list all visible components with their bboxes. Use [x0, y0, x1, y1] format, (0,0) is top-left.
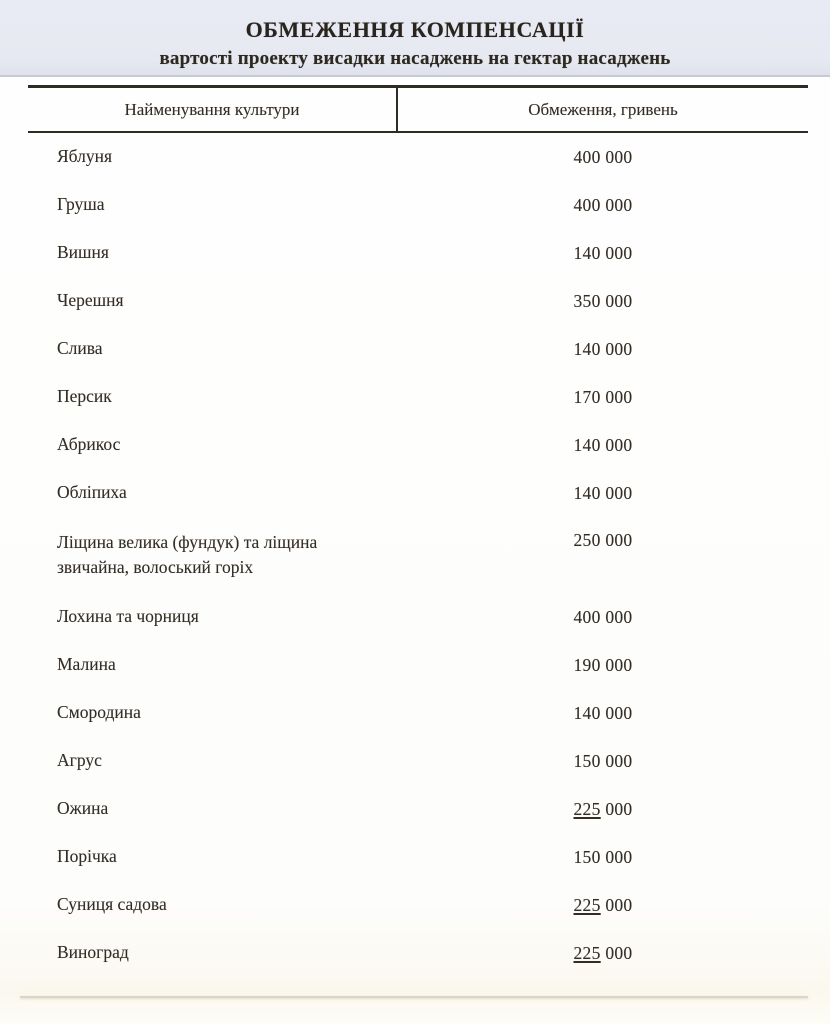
- limit-value: 400 000: [573, 194, 633, 215]
- limit-value: 150 000: [573, 750, 633, 771]
- culture-name: Ліщина велика (фундук) та ліщина звичайна, волоський горіх: [57, 531, 318, 577]
- limit-value: 150 000: [573, 846, 633, 867]
- limit-value: 350 000: [573, 290, 633, 311]
- culture-name: Черешня: [57, 290, 124, 311]
- table-body: [28, 133, 808, 977]
- table-row: [28, 593, 808, 641]
- culture-name: Вишня: [57, 242, 109, 263]
- culture-name: Груша: [57, 194, 105, 215]
- limit-value: 400 000: [573, 606, 633, 627]
- table-row: [28, 421, 808, 469]
- table-row: [28, 277, 808, 325]
- culture-name: Суниця садова: [57, 894, 167, 915]
- underlined-value-part: 225: [573, 894, 601, 915]
- table-row: [28, 181, 808, 229]
- table-row: [28, 229, 808, 277]
- compensation-limits-table: [28, 85, 808, 977]
- table-row: [28, 689, 808, 737]
- underlined-value-part: 225: [573, 798, 601, 819]
- table-row: [28, 373, 808, 421]
- limit-value: 140 000: [573, 434, 633, 455]
- limit-value: 225 000: [573, 798, 633, 819]
- column-header-culture: Найменування культури: [28, 88, 398, 131]
- limit-value: 140 000: [573, 338, 633, 359]
- table-row: [28, 929, 808, 977]
- title-band: [0, 0, 830, 77]
- table-row: [28, 325, 808, 373]
- culture-name: Лохина та чорниця: [57, 606, 199, 627]
- culture-name: Яблуня: [57, 146, 113, 167]
- table-row: [28, 737, 808, 785]
- limit-value: 190 000: [573, 654, 633, 675]
- table-row: [28, 517, 808, 593]
- underlined-value-part: 225: [573, 942, 601, 963]
- culture-name: Виноград: [57, 942, 129, 963]
- culture-name: Порічка: [57, 846, 117, 867]
- culture-name: Ожина: [57, 798, 109, 819]
- limit-value: 225 000: [573, 894, 633, 915]
- culture-name: Агрус: [57, 750, 102, 771]
- table-row: [28, 833, 808, 881]
- culture-name: Слива: [57, 338, 103, 359]
- culture-name: Малина: [57, 654, 116, 675]
- limit-value: 140 000: [573, 702, 633, 723]
- limit-value: 140 000: [573, 482, 633, 503]
- table-row: [28, 641, 808, 689]
- limit-value: 170 000: [573, 386, 633, 407]
- table-row: [28, 469, 808, 517]
- limit-value: 250 000: [573, 530, 633, 550]
- limit-value: 225 000: [573, 942, 633, 963]
- limit-value: 400 000: [573, 146, 633, 167]
- table-header-row: [28, 85, 808, 133]
- table-row: [28, 785, 808, 833]
- column-header-limit: Обмеження, гривень: [528, 99, 678, 119]
- culture-name: Абрикос: [57, 434, 121, 455]
- page-subtitle: вартості проекту висадки насаджень на гектар насаджень: [159, 48, 671, 69]
- page-title: ОБМЕЖЕННЯ КОМПЕНСАЦІЇ: [245, 17, 585, 42]
- limit-value: 140 000: [573, 242, 633, 263]
- table-row: [28, 133, 808, 181]
- culture-name: Персик: [57, 386, 112, 407]
- page-bottom-rule: [20, 996, 808, 998]
- culture-name: Смородина: [57, 702, 141, 723]
- culture-name: Обліпиха: [57, 482, 127, 503]
- table-row: [28, 881, 808, 929]
